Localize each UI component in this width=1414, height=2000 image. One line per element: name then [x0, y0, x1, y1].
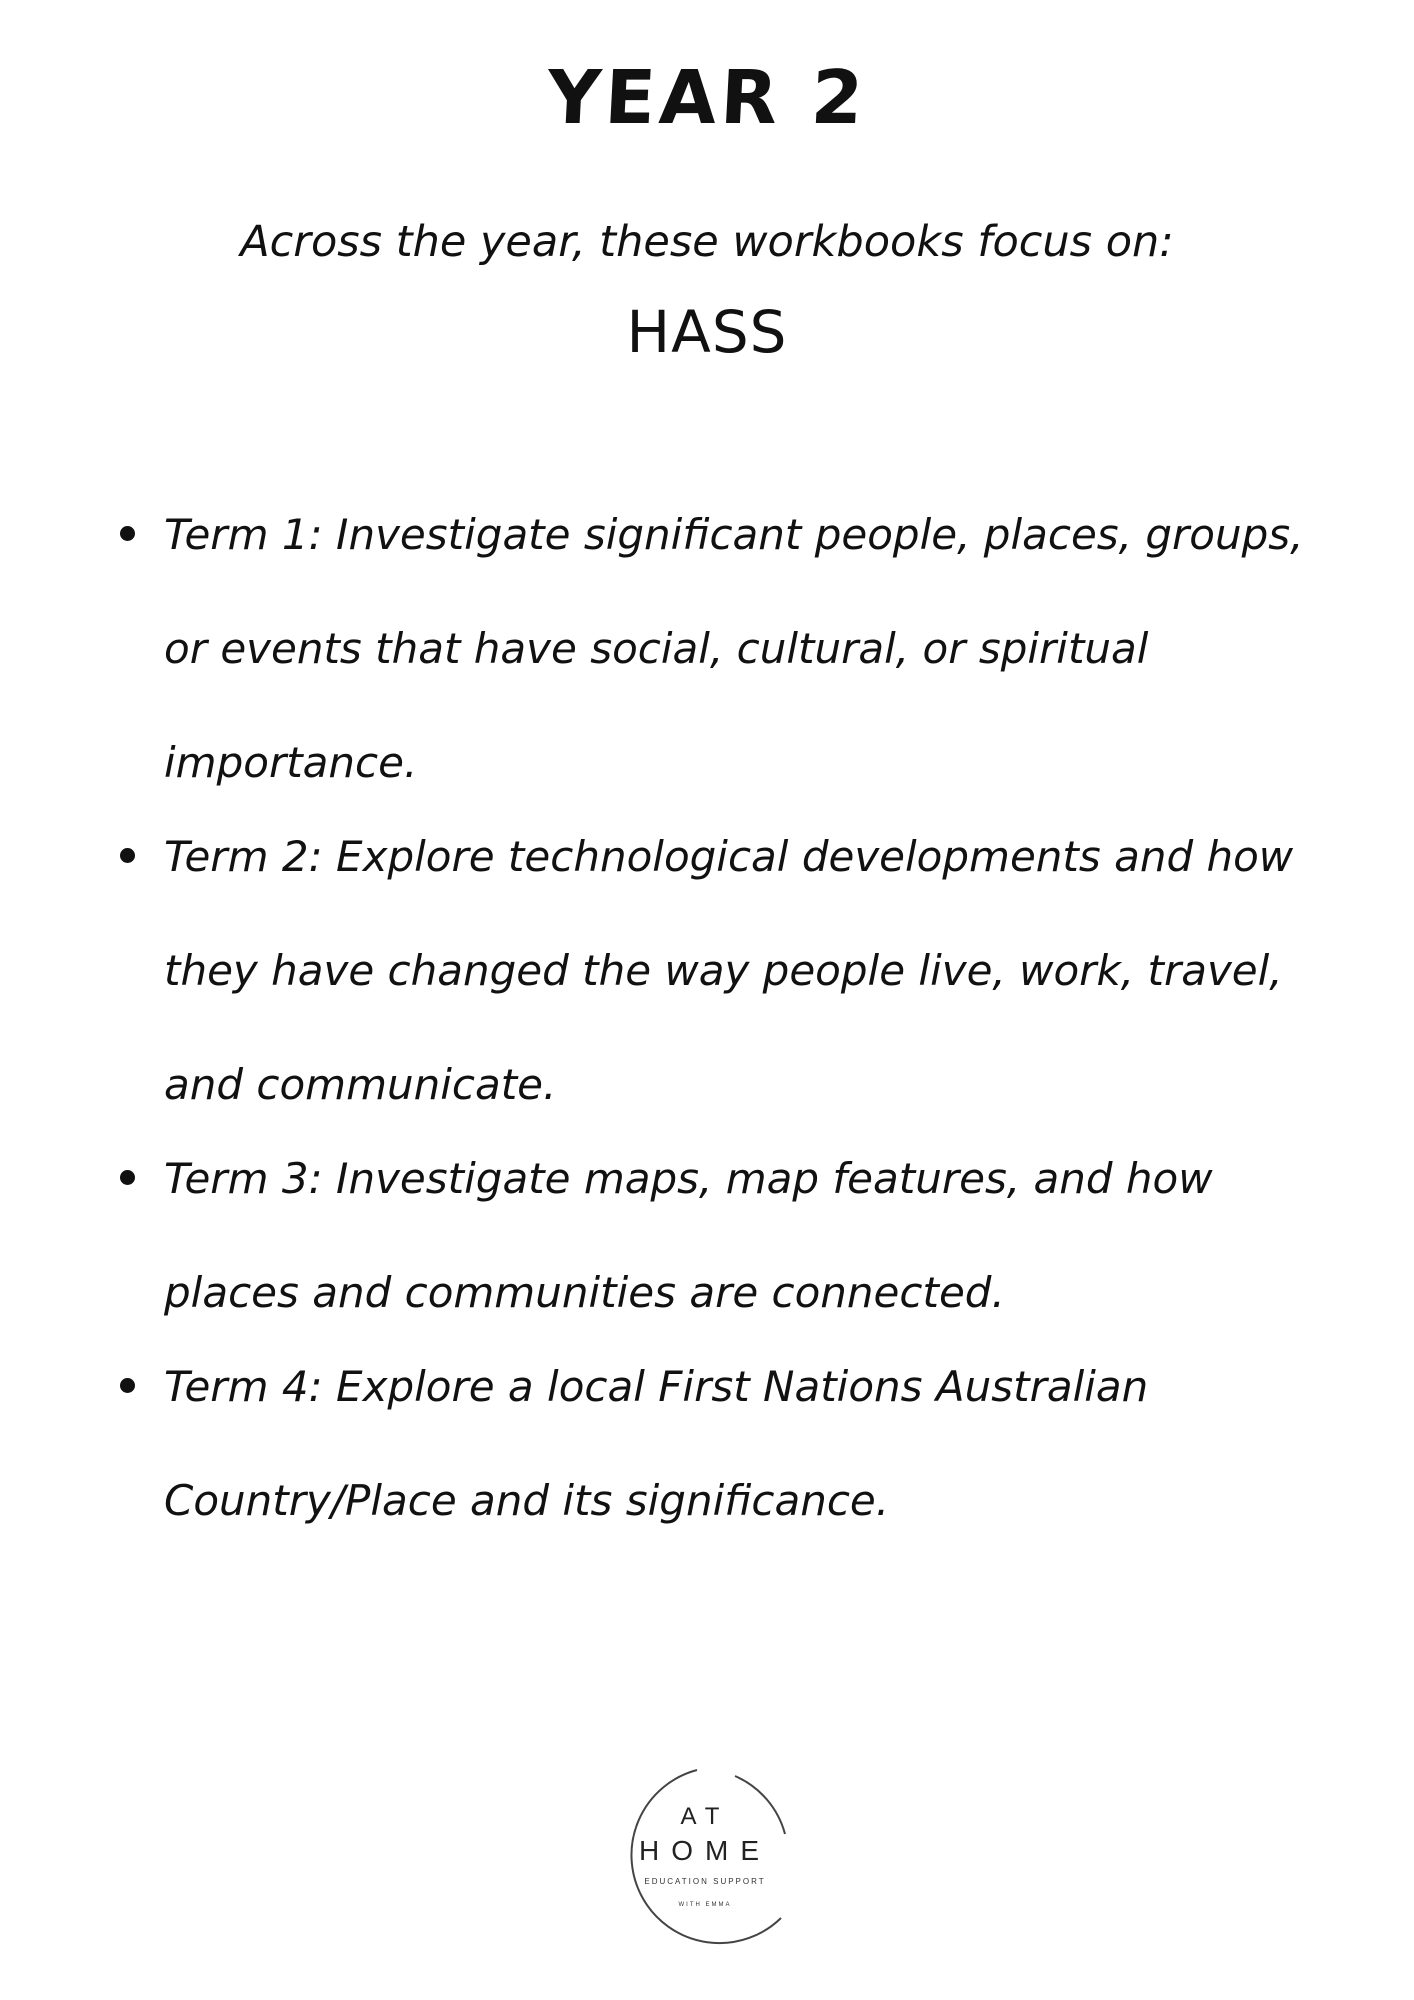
term-3-text: Term 3: Investigate maps, map features, and how places and communities are connected. [164, 1154, 1213, 1317]
logo-line-at: AT [680, 1803, 730, 1830]
page-title: YEAR 2 [544, 55, 870, 141]
subject-heading: HASS [626, 298, 788, 366]
term-item-2 [120, 800, 1340, 1142]
logo-arc-top-icon [735, 1776, 785, 1834]
term-1-text: Term 1: Investigate significant people, places, groups, or events that have social, cultural, or spiritual importance. [164, 510, 1304, 787]
logo-line-home: HOME [639, 1835, 771, 1866]
term-4-text: Term 4: Explore a local First Nations Australian Country/Place and its significance. [164, 1362, 1149, 1525]
bullet-icon [120, 1170, 135, 1185]
bullet-icon [120, 848, 135, 863]
bullet-icon [120, 526, 135, 541]
term-item-4 [120, 1330, 1340, 1558]
brand-logo [585, 1740, 825, 1980]
term-2-text: Term 2: Explore technological developments and how they have changed the way people live, work, travel, and communicate. [164, 832, 1294, 1109]
term-item-3 [120, 1122, 1340, 1350]
bullet-icon [120, 1378, 135, 1393]
logo-line-emma: WITH EMMA [678, 1902, 732, 1908]
intro-text: Across the year, these workbooks focus on: [240, 217, 1174, 267]
term-list [120, 478, 1340, 1558]
logo-line-education: EDUCATION SUPPORT [644, 1877, 766, 1886]
term-item-1 [120, 478, 1340, 820]
